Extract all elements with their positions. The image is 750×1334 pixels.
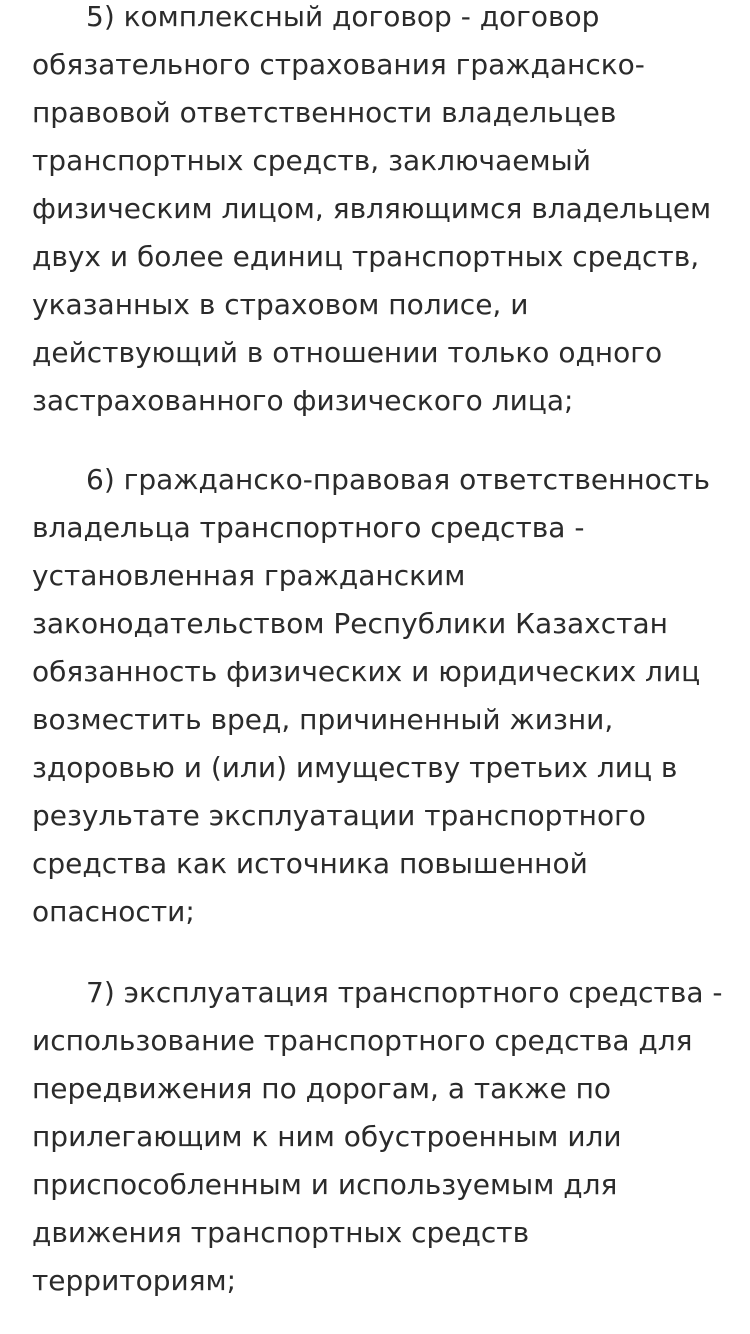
paragraph-line: правовой ответственности владельцев xyxy=(32,96,617,129)
paragraph-line: 5) комплексный договор - договор xyxy=(86,0,600,33)
paragraph-line: обязательного страхования гражданско- xyxy=(32,48,645,81)
paragraph-line: результате эксплуатации транспортного xyxy=(32,799,646,832)
paragraph-line: законодательством Республики Казахстан xyxy=(32,607,668,640)
paragraph-line: территориям; xyxy=(32,1264,237,1297)
paragraph-line: опасности; xyxy=(32,895,195,928)
paragraph-line: прилегающим к ним обустроенным или xyxy=(32,1120,622,1153)
paragraph-line: здоровью и (или) имуществу третьих лиц в xyxy=(32,751,678,784)
paragraph-line: 6) гражданско-правовая ответственность xyxy=(86,463,711,496)
paragraph-line: средства как источника повышенной xyxy=(32,847,588,880)
paragraph-line: двух и более единиц транспортных средств, xyxy=(32,240,700,273)
paragraph-line: обязанность физических и юридических лиц xyxy=(32,655,701,688)
paragraph-line: возместить вред, причиненный жизни, xyxy=(32,703,614,736)
paragraph-line: 7) эксплуатация транспортного средства - xyxy=(86,976,723,1009)
paragraph-line: передвижения по дорогам, а также по xyxy=(32,1072,612,1105)
paragraph-line: владельца транспортного средства - xyxy=(32,511,585,544)
paragraph-line: использование транспортного средства для xyxy=(32,1024,693,1057)
paragraph-line: транспортных средств, заключаемый xyxy=(32,144,591,177)
paragraph-line: установленная гражданским xyxy=(32,559,466,592)
paragraph-line: приспособленным и используемым для xyxy=(32,1168,618,1201)
paragraph-line: движения транспортных средств xyxy=(32,1216,530,1249)
paragraph-line: застрахованного физического лица; xyxy=(32,384,574,417)
paragraph-line: физическим лицом, являющимся владельцем xyxy=(32,192,712,225)
paragraph-line: действующий в отношении только одного xyxy=(32,336,663,369)
paragraph-line: указанных в страховом полисе, и xyxy=(32,288,529,321)
